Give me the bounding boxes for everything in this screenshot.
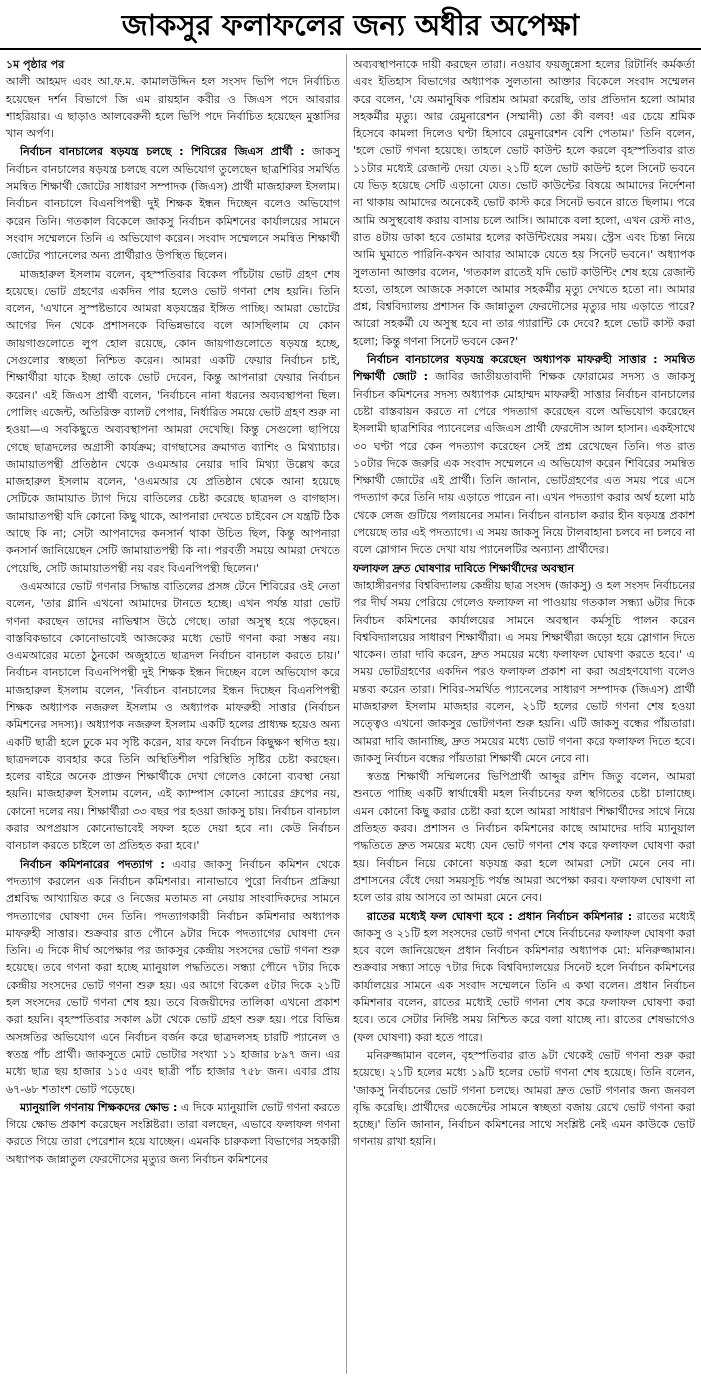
article-column-left bbox=[6, 56, 340, 1376]
paragraph bbox=[353, 908, 695, 1046]
paragraph-text: জাবির জাতীয়তাবাদী শিক্ষক ফোরামের সদস্য ও জাকসু নির্বাচন কমিশনের সদস্য অধ্যাপক মোহাম্মদ মাফরুহী সাত্তার নির্বাচন বানচালের চেষ্টা বাস্তবায়ন করতে না পেরে পদত্যাগ করেছেন বলে অভিযোগ করেছেন ইসলামী ছাত্রশিবির প্যানেলের এজিএস প্রার্থী ফেরদৌস আল হাসান। একইসাথে ৩০ ঘণ্টা পরে কেন পদত্যাগ করেছেন সেই প্রশ্ন রেখেছেন তিনি। গত রাত ১০টার দিকে জরুরি এক সংবাদ সম্মেলনে এ অভিযোগ করেন শিবিরের সমন্বিত শিক্ষার্থী জোটের এই প্রার্থী। তিনি জানান, ভোটগ্রহণের এত সময় পরে এসে পদত্যাগ করে তিনি দায় এড়াতে পারেন না। এখন পদত্যাগ করার অর্থ হলো মাঠ থেকে লেজ গুটিয়ে পলায়নের সমান। নির্বাচন বানচাল করার হীন ষড়যন্ত্র প্রকাশ পেয়েছে তার এই পদত্যাগে। এ সময় জাকসু নিয়ে টালবাহানা চলবে না চলবে না বলে স্লোগান দিতে দেখা যায় প্যানেলটির অন্যান্য প্রার্থীদের। bbox=[353, 370, 695, 557]
section-subhead: রাতের মধ্যেই ফল ঘোষণা হবে : প্রধান নির্বাচন কমিশনার : bbox=[367, 909, 633, 923]
paragraph-text: জাহাঙ্গীরনগর বিশ্ববিদ্যালয় কেন্দ্রীয় ছাত্র সংসদ (জাকসু) ও হল সংসদ নির্বাচনের পর দীর্ঘ সময় পেরিয়ে গেলেও ফলাফল না পাওয়ায় গতকাল সন্ধ্যা ৬টার দিকে নির্বাচন কমিশনের কার্যালয়ের সামনে অবস্থান কর্মসূচি পালন করেন বিশ্ববিদ্যালয়ের সাধারণ শিক্ষার্থীরা। এ সময় শিক্ষার্থীরা জড়ো হয়ে স্লোগান দিতে থাকেন। তারা দাবি করেন, দ্রুত সময়ের মধ্যে ফলাফল ঘোষণা করতে হবে।' এ সময় ভোটগ্রহণের একদিন পরও ফলাফল প্রকাশ না করা অগ্রহণযোগ্য বলেও মন্তব্য করেন তারা। শিবির-সমর্থিত প্যানেলের সাধারণ সম্পাদক (জিএস) প্রার্থী মাজহারুল ইসলাম মাজহার বলেন, ২১টি হলের ভোট গণনা শেষ হওয়া সত্ত্বেও এখনো জাকসুর ভোটগণনা শুরু হয়নি। এটি জাকসু বন্ধের পাঁয়তারা। আমরা দাবি জানাচ্ছি, দ্রুত সময়ের মধ্যে ভোট গণনা করে ফলাফল দিতে হবে। জাকসু নির্বাচন বন্ধের পাঁয়তারা শিক্ষার্থী মেনে নেবে না। bbox=[353, 578, 695, 765]
column-divider bbox=[346, 54, 347, 1374]
paragraph: অব্যবস্থাপনাকে দায়ী করছেন তারা। নওয়াব ফয়জুন্নেসা হলের রিটার্নিং কর্মকর্তা এবং ইতিহাস বিভাগের অধ্যাপক সুলতানা আক্তার বিকেলে সংবাদ সম্মেলন করে বলেন, 'যে অমানুষিক পরিশ্রম আমরা করেছি, তার প্রতিদান হলো আমার সহকর্মীর মৃত্যু। আর রেমুনারেশন (সম্মানী) তো কী বলব! এর চেয়ে শ্রমিক হিসেবে কামলা দিলেও ঘণ্টা হিসাবে রেমুনারেশন বেশি পেতাম।' তিনি বলেন, 'হলে ভোট গণনা হয়েছে। তাহলে ভোট কাউন্ট হলে করলে বৃহস্পতিবার রাত ১১টার মধ্যেই রেজাল্ট দেয়া যেত। ২১টি হলে ভোট কাউন্ট হলে সিনেট ভবনে যে ভিড় হয়েছে সেটি এড়ানো যেত। ভোট কাউন্টের বিষয়ে আমাদের নির্দেশনা না থাকায় আমাদের অনেকেই ভোট কাস্ট করে সিনেট ভবনে রাতে ছিলাম। পরে আমি অসুস্থবোধ করায় বাসায় চলে আসি। আমাকে বলা হলো, এখন রেস্ট নাও, রাত ৪টায় ডাকা হবে তোমার হলের কাউন্টিংয়ের সময়। স্ট্রেস এবং চিন্তা নিয়ে আমি ঘুমাতে পারিনি-কখন আবার আমাকে যেতে হয় সিনেট ভবনে।' অধ্যাপক সুলতানা আক্তার বলেন, 'গতকাল রাতেই যদি ভোট কাউন্টিং শেষ হয়ে রেজাল্ট হতো, তাহলে আজকে সকালে আমার সহকর্মীর মৃত্যু দেখতে হতো না। আমার প্রশ্ন, বিশ্ববিদ্যালয় প্রশাসন কি জান্নাতুল ফেরদৌসের মৃত্যুর দায় এড়াতে পারে? আরো সহকর্মী যে অসুস্থ হবে না তার গ্যারান্টি কে দেবে? হলে ভোট কাস্ট করা হলো; কিন্তু গণনা সিনেট ভবনে কেন?' bbox=[353, 58, 695, 348]
paragraph: ওএমআরে ভোট গণনার সিদ্ধান্ত বাতিলের প্রসঙ্গ টেনে শিবিরের ওই নেতা বলেন, 'তার গ্লানি এখনো আমাদের টানতে হচ্ছে। এখন পর্যন্ত যারা ভোট গণনা করছেন তাদের নাভিশ্বাস উঠে গেছে। তারা অসুস্থ হয়ে পড়ছেন। বাস্তবিকভাবে কোনোভাবেই আজকের মধ্যে ভোট গণনা করা সম্ভব নয়। ওএমআরের মতো ঠুনকো অজুহাতে ছাত্রদল নির্বাচন বানচাল করতে চায়।' নির্বাচন বানচালে বিএনপিপন্থী দুই শিক্ষক ইন্ধন দিচ্ছেন বলে অভিযোগ করে মাজহারুল ইসলাম বলেন, 'নির্বাচন বানচালের ইন্ধন দিচ্ছেন বিএনপিপন্থী শিক্ষক অধ্যাপক নজরুল ইসলাম ও অধ্যাপক মাফরুহী সাত্তার (নির্বাচন কমিশনের সদস্য)। অধ্যাপক নজরুল ইসলাম একটি হলের প্রাধ্যক্ষ হয়েও অন্য একটি ছাত্রী হলে ঢুকে মব সৃষ্টি করেন, যার ফলে নির্বাচন কিছুক্ষণ স্থগিত হয়। ছাত্রদলকে ব্যবহার করে তিনি অস্থিতিশীল পরিস্থিতি সৃষ্টির চেষ্টা করছেন। হলের বাইরে অনেক প্রাক্তন শিক্ষার্থীকে দেখা গেলেও কোনো ব্যবস্থা নেয়া হয়নি। মাজহারুল ইসলাম বলেন, এই ক্যাম্পাস কোনো স্যারের গ্রুপের নয়, কোনো দলের নয়। শিক্ষার্থীরা ৩৩ বছর পর হওয়া জাকসু চায়। নির্বাচন বানচাল করার অপপ্রয়াস কোনোভাবেই সফল হতে দেয়া হবে না। কেউ নির্বাচন বানচাল করতে চাইলে তা প্রতিহত করা হবে।' bbox=[6, 579, 340, 853]
paragraph: মাজহারুল ইসলাম বলেন, বৃহস্পতিবার বিকেল পাঁচটায় ভোট গ্রহণ শেষ হয়েছে। ভোট গ্রহণের একদিন পার হলেও ভোট গণনা শেষ হয়নি। তিনি বলেন, 'এখানে সুস্পষ্টভাবে আমরা ষড়যন্ত্রের ইঙ্গিত পাচ্ছি। আমরা ভোটের আগের দিন থেকে প্রশাসনকে বিভিন্নভাবে বলে আসছিলাম যে কোন জায়গাগুলোতে লুপ হোল রয়েছে, কোন জায়গাগুলোতে ষড়যন্ত্র হচ্ছে, সেগুলোর স্বচ্ছতা নিশ্চিত করেন। আমরা একটি ফেয়ার নির্বাচন চাই, শিক্ষার্থীরা যাকে ইচ্ছা তাকে ভোট দেবেন, কিন্তু আপনারা ফেয়ার নির্বাচন করেন।' এই জিএস প্রার্থী বলেন, 'নির্বাচনে নানা ধরনের অব্যবস্থাপনা ছিল। পোলিং এজেন্ট, অতিরিক্ত ব্যালট পেপার, নির্ধারিত সময়ে ভোট গ্রহণ শুরু না হওয়া—এ সবকিছুতে অব্যবস্থাপনা আমরা দেখেছি। কিন্তু সেগুলো ছাপিয়ে গেছে ছাত্রদলের অগ্রাসী কার্যক্রম; বাগছাসের ক্রমাগত ব্যাশিং ও মিথ্যাচার। জামায়াতপন্থী প্রতিষ্ঠান থেকে ওএমআর নেয়ার দাবি মিথ্যা উল্লেখ করে মাজহারুল ইসলাম বলেন, 'ওএমআর যে প্রতিষ্ঠান থেকে আনা হয়েছে সেটিকে জামায়াত ট্যাগ দিয়ে বাতিলের চেষ্টা করেছে ছাত্রদল ও বাগছাস। জামায়াতপন্থী যদি কোনো কিছু থাকে, আপনারা দেখতে চাইবেন সে যন্ত্রটি ঠিক আছে কি না; সেটা আপনাদের কনসার্ন থাকা উচিত ছিল, কিন্তু আপনারা কনসার্ন জানিয়েছেন সেটি জামায়াতপন্থী কি না। পরবর্তী সময়ে আমরা দেখতে পেয়েছি, সেটি জামায়াতপন্থী নয় বরং বিএনপিপন্থী ছিলেন।' bbox=[6, 267, 340, 575]
section-subhead: নির্বাচন বানচালের ষড়যন্ত্র করেছেন অধ্যাপক মাফরুহী সাত্তার : সমন্বিত শিক্ষার্থী জোট : bbox=[353, 353, 695, 384]
paragraph bbox=[353, 560, 695, 768]
article-column-right bbox=[353, 56, 695, 1376]
paragraph-text: রাতের মধ্যেই জাকসু ও ২১টি হল সংসদের ভোট গণনা শেষে নির্বাচনের ফলাফল ঘোষণা করা হবে বলে জানিয়েছেন প্রধান নির্বাচন কমিশনার অধ্যাপক মো: মনিরুজ্জামান। শুক্রবার সন্ধ্যা সাড়ে ৭টার দিকে বিশ্ববিদ্যালয়ের সিনেট হলে নির্বাচন কমিশনের কার্যালয়ের সামনে এক সংবাদ সম্মেলনে তিনি এ কথা বলেন। প্রধান নির্বাচন কমিশনার বলেন, রাতের মধ্যেই ভোট গণনা শেষ করে ফলাফল ঘোষণা করা হবে। তবে সেটার নির্দিষ্ট সময় নিশ্চিত করে বলা যাচ্ছে না। রাতের শেষভাগেও (ফল ঘোষণা) করা হতে পারে। bbox=[353, 909, 695, 1044]
section-subhead: নির্বাচন বানচালের ষড়যন্ত্র চলছে : শিবিরের জিএস প্রার্থী : bbox=[20, 145, 305, 159]
paragraph: মনিরুজ্জামান বলেন, বৃহস্পতিবার রাত ৯টা থেকেই ভোট গণনা শুরু করা হয়েছে। ২১টি হলের মধ্যে ১৯টি হলের ভোট গণনা শেষ হয়েছে। তিনি বলেন, 'জাকসু নির্বাচনের ভোট গণনা চলছে। আমরা দ্রুত ভোট গণনার জন্য জনবল বৃদ্ধি করেছি। প্রার্থীদের এজেন্টের সামনে স্বচ্ছতা বজায় রেখে ভোট গণনা করা হচ্ছে।' তিনি জানান, নির্বাচন কমিশনের সাথে সংশ্লিষ্ট নেই এমন কাউকে ভোট গণনায় রাখা হয়নি। bbox=[353, 1048, 695, 1149]
headline: জাকসুর ফলাফলের জন্য অধীর অপেক্ষা bbox=[0, 0, 701, 50]
page-continuation-label: ১ম পৃষ্ঠার পর bbox=[6, 58, 65, 71]
section-subhead: ম্যানুয়ালি গণনায় শিক্ষকদের ক্ষোভ : bbox=[20, 1100, 178, 1114]
paragraph bbox=[6, 143, 340, 264]
section-subhead: ফলাফল দ্রুত ঘোষণার দাবিতে শিক্ষার্থীদের অবস্থান bbox=[353, 561, 575, 575]
paragraph-text: এবার জাকসু নির্বাচন কমিশন থেকে পদত্যাগ করলেন এক নির্বাচন কমিশনার। নানাভাবে পুরো নির্বাচন প্রক্রিয়া প্রশ্নবিদ্ধ আখ্যায়িত করে ও নিজের মতামত না নেয়ায় সাংবাদিকদের সামনে পদত্যাগের ঘোষণা দেন তিনি। পদত্যাগকারী নির্বাচন কমিশনার অধ্যাপক মাফরুহী সাত্তার। শুক্রবার রাত পৌনে ৯টার দিকে পদত্যাগের ঘোষণা দেন তিনি। এ দিকে দীর্ঘ অপেক্ষার পর জাকসুর কেন্দ্রীয় সংসদের ভোট গণনা শুরু হয়েছে। তবে গণনা করা হচ্ছে ম্যানুয়াল পদ্ধতিতে। সন্ধ্যা পৌনে ৭টার দিকে কেন্দ্রীয় সংসদের ভোট গণনা শুরু হয়। এর আগে বিকেল ৫টার দিকে ২১টি হল সংসদের ভোট গণনা শেষ হয়। তবে বিজয়ীদের তালিকা এখনো প্রকাশ করা হয়নি। বৃহস্পতিবার সকাল ৯টা থেকে ভোট গ্রহণ শুরু হয়। পরে বিভিন্ন অসঙ্গতির অভিযোগ এনে নির্বাচন বর্জন করে ছাত্রদলসহ চারটি প্যানেল ও স্বতন্ত্র পাঁচ প্রার্থী। জাকসুতে মোট ভোটার সংখ্যা ১১ হাজার ৮৯৭ জন। এর মধ্যে ছাত্র ছয় হাজার ১১৫ এবং ছাত্রী পাঁচ হাজার ৭৫৮ জন। এবার প্রায় ৬৭-৬৮ শতাংশ ভোট পড়েছে। bbox=[6, 857, 340, 1096]
paragraph bbox=[6, 1099, 340, 1168]
paragraph-text: এ দিকে ম্যানুয়ালি ভোট গণনা করতে গিয়ে ক্ষোভ প্রকাশ করেছেন সংশ্লিষ্টরা। তারা বলছেন, এভাবে ফলাফল গণনা করতে গিয়ে তারা পেরেশান হয়ে যাচ্ছেন। এমনকি চারুকলা বিভাগের সহকারী অধ্যাপক জান্নাতুল ফেরদৌসের মৃত্যুর জন্য নির্বাচন কমিশনের bbox=[6, 1100, 340, 1166]
section-subhead: নির্বাচন কমিশনারের পদত্যাগ : bbox=[20, 857, 165, 871]
paragraph bbox=[6, 856, 340, 1098]
paragraph bbox=[353, 351, 695, 559]
paragraph bbox=[6, 56, 340, 142]
paragraph-text: আলী আহমদ এবং আ.ফ.ম. কামালউদ্দিন হল সংসদ ভিপি পদে নির্বাচিত হয়েছেন দর্শন বিভাগে জি এম রায়হান কবীর ও জিএস পদে আবরার শাহরিয়ার। এ ছাড়াও আলবেরুনী হলে ভিপি পদে নির্বাচিত হয়েছেন মুস্তাসির খান অর্পণ। bbox=[6, 75, 340, 141]
paragraph: স্বতন্ত্র শিক্ষার্থী সম্মিলনের ভিপিপ্রার্থী আব্দুর রশিদ জিতু বলেন, আমরা শুনতে পাচ্ছি একটি স্বার্থান্বেষী মহল নির্বাচনের ফল স্থগিতের চেষ্টা চালাচ্ছে। এমন কোনো কিছু করার চেষ্টা করা হলে আমরা সাধারণ শিক্ষার্থীদের সাথে নিয়ে প্রতিহত করব। প্রশাসন ও নির্বাচন কমিশনের কাছে আমাদের দাবি ম্যানুয়াল পদ্ধতিতে দ্রুত সময়ের মধ্যে যেন ভোট গণনা শেষ করে ফলাফল ঘোষণা করা হয়। নির্বাচন নিয়ে কোনো ষড়যন্ত্র করা হলে আমরা সেটা মেনে নেব না। প্রশাসনের বেঁধে দেয়া সময়সূচি পর্যন্ত আমরা অপেক্ষা করব। ফলাফল ঘোষণা না হলে তার রায় আসবে তা আমরা মেনে নেব। bbox=[353, 770, 695, 905]
paragraph-text: জাকসু নির্বাচন বানচালের ষড়যন্ত্র চলছে বলে অভিযোগ তুলেছেন ছাত্রশিবির সমর্থিত সমন্বিত শিক্ষার্থী জোটের সাধারণ সম্পাদক (জিএস) প্রার্থী মাজহারুল ইসলাম। নির্বাচন বানচালে বিএনপিপন্থী দুই শিক্ষক ইন্ধন দিচ্ছেন বলেও অভিযোগ করেন তিনি। গতকাল বিকেলে জাকসু নির্বাচন কমিশনের কার্যালয়ের সামনে সংবাদ সম্মেলনে তিনি এ অভিযোগ করেন। সংবাদ সম্মেলনে সমন্বিত শিক্ষার্থী জোটের প্যানেলের অন্য প্রার্থীরাও উপস্থিত ছিলেন। bbox=[6, 145, 340, 263]
